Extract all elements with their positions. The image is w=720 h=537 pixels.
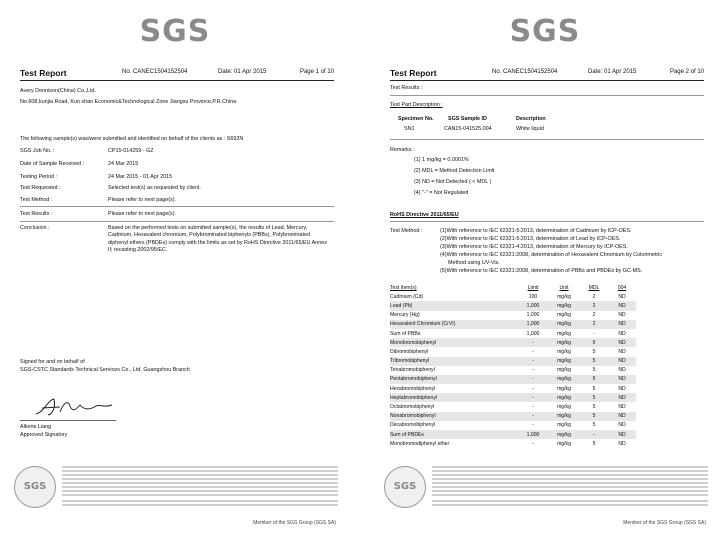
table-cell: 5 — [592, 440, 596, 447]
method-item: (5)With reference to IEC 62321:2008, determination of PBBs and PBDEs by GC-MS. — [440, 268, 643, 274]
table-cell: 100 — [528, 293, 538, 300]
member-text: Member of the SGS Group (SGS SA) — [253, 520, 336, 526]
table-cell: - — [532, 385, 534, 392]
table-row — [390, 329, 636, 338]
table-cell: Nonabromobiphenyl — [390, 413, 436, 420]
report-number: No. CANEC1504152504 — [492, 69, 558, 75]
table-cell: mg/kg — [557, 394, 571, 401]
table-row — [390, 421, 636, 430]
table-cell: Pentabromobiphenyl — [390, 376, 437, 383]
page-header — [20, 68, 334, 78]
table-cell: mg/kg — [557, 348, 571, 355]
method-item: (2)With reference to IEC 62321-5:2013, determination of Lead by ICP-OES. — [440, 236, 621, 242]
table-cell: Decabromobiphenyl — [390, 422, 436, 429]
legal-footer — [384, 466, 708, 514]
table-cell: Monobromodiphenyl ether — [390, 440, 450, 447]
table-cell: mg/kg — [557, 422, 571, 429]
table-row — [390, 311, 636, 320]
field-label: SGS Job No. : — [20, 148, 55, 154]
table-cell: ND — [618, 321, 626, 328]
table-cell: - — [593, 431, 595, 438]
table-row — [390, 347, 636, 356]
table-row — [390, 412, 636, 421]
report-page-2 — [374, 4, 716, 532]
method-item: (3)With reference to IEC 62321-4:2013, determination of Mercury by ICP-OES. — [440, 244, 628, 250]
signed-line-1: Signed for and on behalf of — [20, 359, 85, 365]
table-cell: 5 — [592, 413, 596, 420]
table-cell: 1,000 — [526, 321, 540, 328]
table-row — [390, 384, 636, 393]
field-value: 24 Mar 2015 - 01 Apr 2015 — [108, 174, 173, 180]
table-cell: Hexavalent Chromium (CrVI) — [390, 321, 456, 328]
table-cell: mg/kg — [557, 413, 571, 420]
conclusion-text: Based on the performed tests on submitted sample(s), the results of Lead, Mercury, Cadmium, Hexavalent chromium, Polybrominated biphenyls (PBBs), Polybrominated diphenyl ethers (PBDEs) comply with the limits as set by RoHS Directive 2011/65/EU Annex II; recasting 2002/95/EC. — [108, 225, 327, 253]
table-cell: ND — [618, 330, 626, 337]
table-cell: 5 — [592, 404, 596, 411]
table-cell: - — [532, 339, 534, 346]
table-cell: - — [532, 404, 534, 411]
table-row — [390, 366, 636, 375]
table-cell: - — [532, 422, 534, 429]
table-cell: 5 — [592, 367, 596, 374]
table-row — [390, 375, 636, 384]
table-row — [390, 292, 636, 301]
table-row — [390, 439, 636, 448]
client-address: No.608,kunjia Road, Kun shan Economic&Technological Zone Jiangsu Province,P.R.China — [20, 99, 237, 105]
table-cell: mg/kg — [557, 376, 571, 383]
table-cell: ND — [618, 385, 626, 392]
test-part-label: Test Part Description : — [390, 102, 443, 108]
test-results-label: Test Results : — [390, 85, 423, 91]
table-cell: - — [532, 348, 534, 355]
test-method-label: Test Method : — [390, 228, 423, 234]
table-cell: mg/kg — [557, 330, 571, 337]
col-header: Specimen No. — [398, 116, 434, 122]
cell: CAN15-041525.004 — [444, 126, 492, 132]
table-cell: Lead (Pb) — [390, 302, 413, 309]
table-cell: mg/kg — [557, 440, 571, 447]
table-header-row — [390, 283, 636, 292]
cell: White liquid — [516, 126, 544, 132]
remark-item: (1) 1 mg/kg = 0.0001% — [414, 157, 469, 163]
table-cell: Monobromobiphenyl — [390, 339, 437, 346]
col-header: Description — [516, 116, 546, 122]
table-cell: - — [593, 330, 595, 337]
col-header: Unit — [559, 284, 569, 291]
table-cell: Tetrabromobiphenyl — [390, 367, 435, 374]
table-cell: mg/kg — [557, 312, 571, 319]
table-cell: 2 — [592, 321, 596, 328]
table-cell: mg/kg — [557, 293, 571, 300]
table-cell: 1,000 — [526, 312, 540, 319]
table-row — [390, 357, 636, 366]
handwritten-signature — [34, 396, 114, 418]
method-item: (4)With reference to IEC 62321:2008, determination of Hexavalent Chromium by Colorimetric — [440, 252, 663, 258]
table-cell: mg/kg — [557, 367, 571, 374]
table-cell: mg/kg — [557, 431, 571, 438]
table-cell: - — [532, 440, 534, 447]
signer-name: Alkene Liang — [20, 424, 52, 430]
table-cell: ND — [618, 422, 626, 429]
table-cell: Sum of PBBs — [390, 330, 421, 337]
table-cell: 5 — [592, 376, 596, 383]
table-cell: ND — [618, 367, 626, 374]
table-cell: ND — [618, 312, 626, 319]
sgs-seal-stamp: SGS — [14, 466, 56, 508]
method-item: Method using UV-Vis. — [448, 260, 500, 266]
table-cell: 1,000 — [526, 431, 540, 438]
cell: SN1 — [404, 126, 415, 132]
report-number: No. CANEC1504152504 — [122, 69, 188, 75]
table-cell: ND — [618, 431, 626, 438]
table-cell: ND — [618, 302, 626, 309]
field-label: Test Requested : — [20, 185, 61, 191]
field-value: Selected test(s) as requested by client. — [108, 185, 201, 191]
sgs-logo: SGS — [139, 14, 211, 49]
member-text: Member of the SGS Group (SGS SA) — [623, 520, 706, 526]
table-cell: mg/kg — [557, 339, 571, 346]
table-cell: 1,000 — [526, 330, 540, 337]
table-cell: - — [532, 367, 534, 374]
report-date: Date: 01 Apr 2015 — [588, 69, 637, 75]
table-cell: mg/kg — [557, 302, 571, 309]
divider — [390, 95, 704, 96]
table-cell: 5 — [592, 348, 596, 355]
table-row — [390, 338, 636, 347]
divider — [390, 139, 704, 140]
table-row — [390, 301, 636, 310]
table-row — [390, 430, 636, 439]
signature-line — [20, 420, 116, 421]
field-label: Date of Sample Received : — [20, 161, 85, 167]
page-header — [390, 68, 704, 78]
sgs-logo: SGS — [509, 14, 581, 49]
table-cell: ND — [618, 376, 626, 383]
field-value: Please refer to next page(s). — [108, 211, 177, 217]
table-cell: - — [532, 376, 534, 383]
table-cell: 2 — [592, 312, 596, 319]
table-cell: ND — [618, 358, 626, 365]
table-cell: ND — [618, 413, 626, 420]
method-item: (1)With reference to IEC 62321-5:2013, determination of Cadmium by ICP-OES. — [440, 228, 632, 234]
col-header: SGS Sample ID — [448, 116, 487, 122]
table-cell: - — [532, 394, 534, 401]
table-cell: Heptabromobiphenyl — [390, 394, 438, 401]
client-name: Avery Dennison(China) Co.,Ltd. — [20, 88, 97, 94]
table-cell: ND — [618, 394, 626, 401]
table-cell: Cadmium (Cd) — [390, 293, 424, 300]
signed-line-2: SGS-CSTC Standards Technical Services Co., Ltd. Guangzhou Branch — [20, 367, 190, 373]
table-cell: ND — [618, 440, 626, 447]
remark-item: (4) "-" = Not Regulated — [414, 190, 469, 196]
field-divider — [20, 221, 334, 222]
header-divider — [20, 80, 334, 81]
table-row — [390, 320, 636, 329]
results-table — [390, 283, 636, 448]
field-label: Test Method : — [20, 197, 53, 203]
sgs-seal-stamp: SGS — [384, 466, 426, 508]
table-cell: mg/kg — [557, 358, 571, 365]
table-cell: - — [532, 358, 534, 365]
table-cell: 5 — [592, 339, 596, 346]
signer-title: Approved Signatory — [20, 432, 68, 438]
legal-footer — [14, 466, 338, 514]
remarks-label: Remarks : — [390, 147, 415, 153]
table-cell: 5 — [592, 394, 596, 401]
table-cell: mg/kg — [557, 385, 571, 392]
report-title: Test Report — [390, 68, 437, 78]
page-number: Page 2 of 10 — [669, 69, 704, 75]
report-date: Date: 01 Apr 2015 — [218, 69, 267, 75]
field-label: Test Results : — [20, 211, 53, 217]
table-cell: ND — [618, 348, 626, 355]
table-cell: 5 — [592, 385, 596, 392]
table-cell: Dibromobiphenyl — [390, 348, 429, 355]
table-cell: Mercury (Hg) — [390, 312, 420, 319]
col-header: 004 — [617, 284, 627, 291]
table-cell: 5 — [592, 358, 596, 365]
conclusion-label: Conclusion : — [20, 225, 50, 231]
field-value: CP15-014259 - GZ — [108, 148, 154, 154]
table-cell: mg/kg — [557, 404, 571, 411]
col-header: Test Item(s) — [390, 284, 417, 291]
table-cell: 5 — [592, 422, 596, 429]
table-cell: ND — [618, 339, 626, 346]
table-cell: Octabromobiphenyl — [390, 404, 435, 411]
table-row — [390, 393, 636, 402]
remark-item: (2) MDL = Method Detection Limit — [414, 168, 495, 174]
divider — [390, 221, 704, 222]
table-cell: mg/kg — [557, 321, 571, 328]
table-row — [390, 402, 636, 411]
header-divider — [390, 80, 704, 81]
table-cell: Sum of PBDEs — [390, 431, 424, 438]
report-title: Test Report — [20, 68, 67, 78]
table-cell: ND — [618, 293, 626, 300]
rohs-title: RoHS Directive 2011/65/EU — [390, 212, 459, 218]
table-cell: 2 — [592, 293, 596, 300]
field-label: Testing Period : — [20, 174, 58, 180]
field-value: Please refer to next page(s). — [108, 197, 177, 203]
table-cell: ND — [618, 404, 626, 411]
field-value: 24 Mar 2015 — [108, 161, 139, 167]
table-cell: Hexabromobiphenyl — [390, 385, 436, 392]
remark-item: (3) ND = Not Detected ( < MDL ) — [414, 179, 492, 185]
col-header: MDL — [588, 284, 600, 291]
page-number: Page 1 of 10 — [299, 69, 334, 75]
table-cell: Tribromobiphenyl — [390, 358, 430, 365]
intro-text: The following sample(s) was/were submitted and identified on behalf of the clients as : S692N — [20, 136, 244, 142]
col-header: Limit — [527, 284, 539, 291]
table-cell: - — [532, 413, 534, 420]
field-divider — [20, 206, 334, 207]
table-cell: 1,000 — [526, 302, 540, 309]
report-page-1 — [4, 4, 346, 532]
table-cell: 2 — [592, 302, 596, 309]
